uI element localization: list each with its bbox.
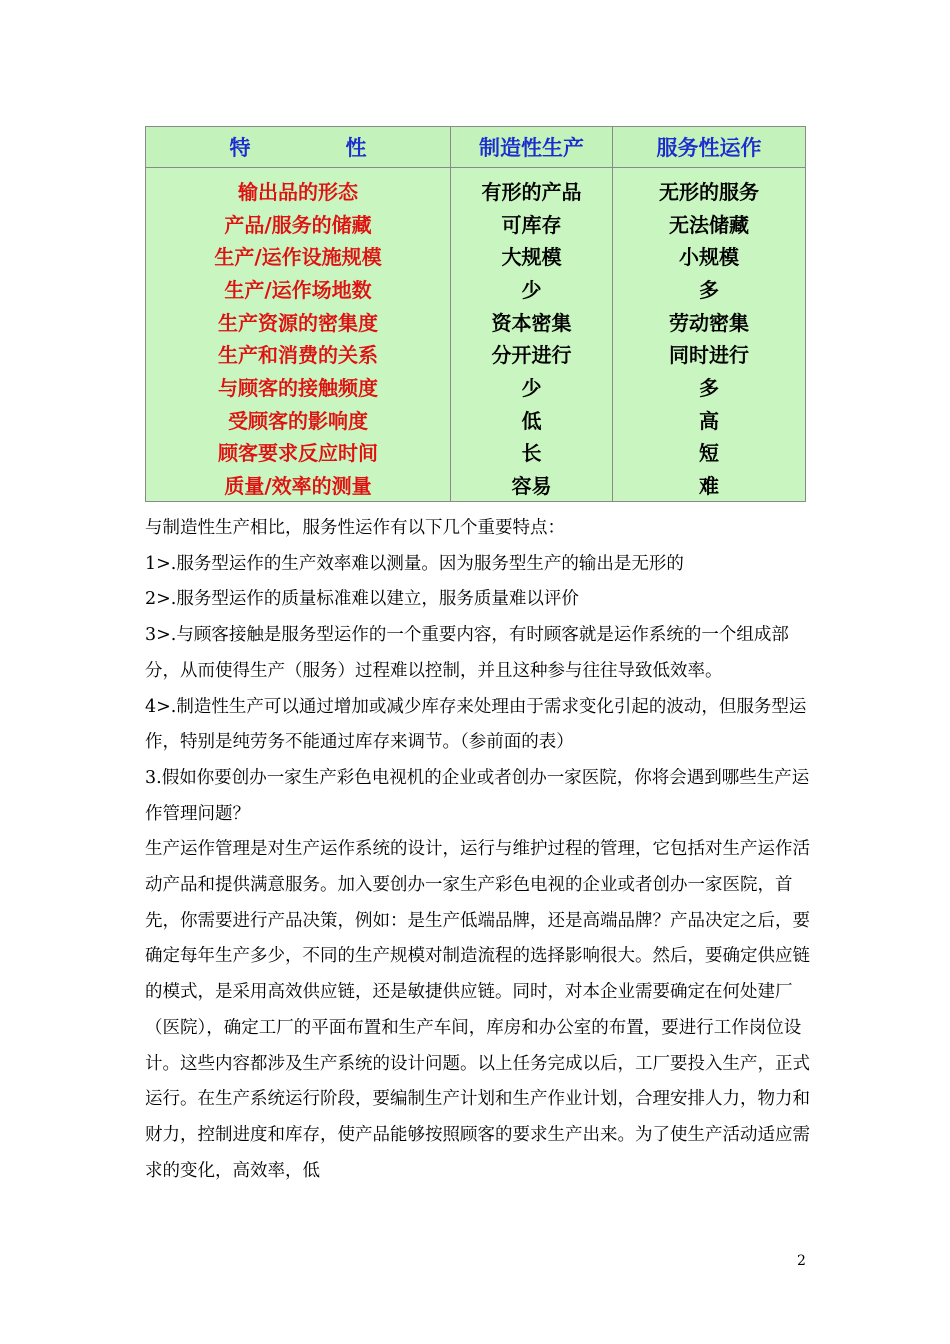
feature-cell: 顾客要求反应时间 <box>146 436 451 469</box>
comparison-table <box>145 126 806 502</box>
service-cell: 短 <box>613 436 806 469</box>
intro-paragraph: 与制造性生产相比，服务性运作有以下几个重要特点： <box>145 518 565 538</box>
service-cell: 高 <box>613 403 806 436</box>
answer-paragraph: 生产运作管理是对生产运作系统的设计，运行与维护过程的管理，它包括对生产运作活动产品和提供满意服务。加入要创办一家生产彩色电视的企业或者创办一家医院，首先，你需要进行产品决策，例如：是生产低端品牌，还是高端品牌？产品决定之后，要确定每年生产多少，不同的生产规模对制造流程的选择影响很大。然后，要确定供应链的模式，是采用高效供应链，还是敏捷供应链。同时，对本企业需要确定在何处建厂（医院），确定工厂的平面布置和生产车间，库房和办公室的布置，要进行工作岗位设计。这些内容都涉及生产系统的设计问题。以上任务完成以后，工厂要投入生产，正式运行。在生产系统运行阶段，要编制生产计划和生产作业计划，合理安排人力，物力和财力，控制进度和库存，使产品能够按照顾客的要求生产出来。为了使生产活动适应需求的变化，高效率，低 <box>145 839 810 1181</box>
page-number: 2 <box>797 1253 806 1269</box>
feature-cell: 生产资源的密集度 <box>146 305 451 338</box>
service-cell: 无法储藏 <box>613 207 806 240</box>
table-row <box>146 337 806 370</box>
point-1-paragraph: 1>.服务型运作的生产效率难以测量。因为服务型生产的输出是无形的 <box>145 553 684 574</box>
table-row <box>146 305 806 338</box>
manufacturing-cell: 分开进行 <box>451 337 613 370</box>
table-row <box>146 239 806 272</box>
feature-cell: 生产和消费的关系 <box>146 337 451 370</box>
point-4-paragraph: 4>.制造性生产可以通过增加或减少库存来处理由于需求变化引起的波动，但服务型运作，特别是纯劳务不能通过库存来调节。（参前面的表） <box>145 696 807 753</box>
table-row <box>146 272 806 305</box>
header-manufacturing: 制造性生产 <box>451 127 613 168</box>
manufacturing-cell: 大规模 <box>451 239 613 272</box>
table-row <box>146 468 806 501</box>
table-row <box>146 168 806 207</box>
manufacturing-cell: 有形的产品 <box>451 168 613 207</box>
manufacturing-cell: 容易 <box>451 468 613 501</box>
service-cell: 小规模 <box>613 239 806 272</box>
body-text <box>145 511 813 1189</box>
manufacturing-cell: 少 <box>451 272 613 305</box>
feature-cell: 生产/运作场地数 <box>146 272 451 305</box>
point-3-paragraph: 3>.与顾客接触是服务型运作的一个重要内容，有时顾客就是运作系统的一个组成部分，从而使得生产（服务）过程难以控制，并且这种参与往往导致低效率。 <box>145 625 789 681</box>
service-cell: 多 <box>613 272 806 305</box>
point-2-paragraph: 2>.服务型运作的质量标准难以建立，服务质量难以评价 <box>145 589 579 610</box>
feature-cell: 受顾客的影响度 <box>146 403 451 436</box>
feature-cell: 输出品的形态 <box>146 168 451 207</box>
service-cell: 多 <box>613 370 806 403</box>
manufacturing-cell: 低 <box>451 403 613 436</box>
service-cell: 劳动密集 <box>613 305 806 338</box>
manufacturing-cell: 少 <box>451 370 613 403</box>
feature-cell: 产品/服务的储藏 <box>146 207 451 240</box>
table-row <box>146 436 806 469</box>
feature-cell: 与顾客的接触频度 <box>146 370 451 403</box>
manufacturing-cell: 可库存 <box>451 207 613 240</box>
table-row <box>146 370 806 403</box>
question-3-paragraph: 3.假如你要创办一家生产彩色电视机的企业或者创办一家医院，你将会遇到哪些生产运作管理问题？ <box>145 767 810 824</box>
header-service: 服务性运作 <box>613 127 806 168</box>
service-cell: 难 <box>613 468 806 501</box>
manufacturing-cell: 长 <box>451 436 613 469</box>
service-cell: 同时进行 <box>613 337 806 370</box>
table-row <box>146 403 806 436</box>
feature-cell: 质量/效率的测量 <box>146 468 451 501</box>
header-feature: 特 性 <box>146 127 451 168</box>
table-row <box>146 207 806 240</box>
table-header-row <box>146 127 806 168</box>
feature-cell: 生产/运作设施规模 <box>146 239 451 272</box>
manufacturing-cell: 资本密集 <box>451 305 613 338</box>
service-cell: 无形的服务 <box>613 168 806 207</box>
